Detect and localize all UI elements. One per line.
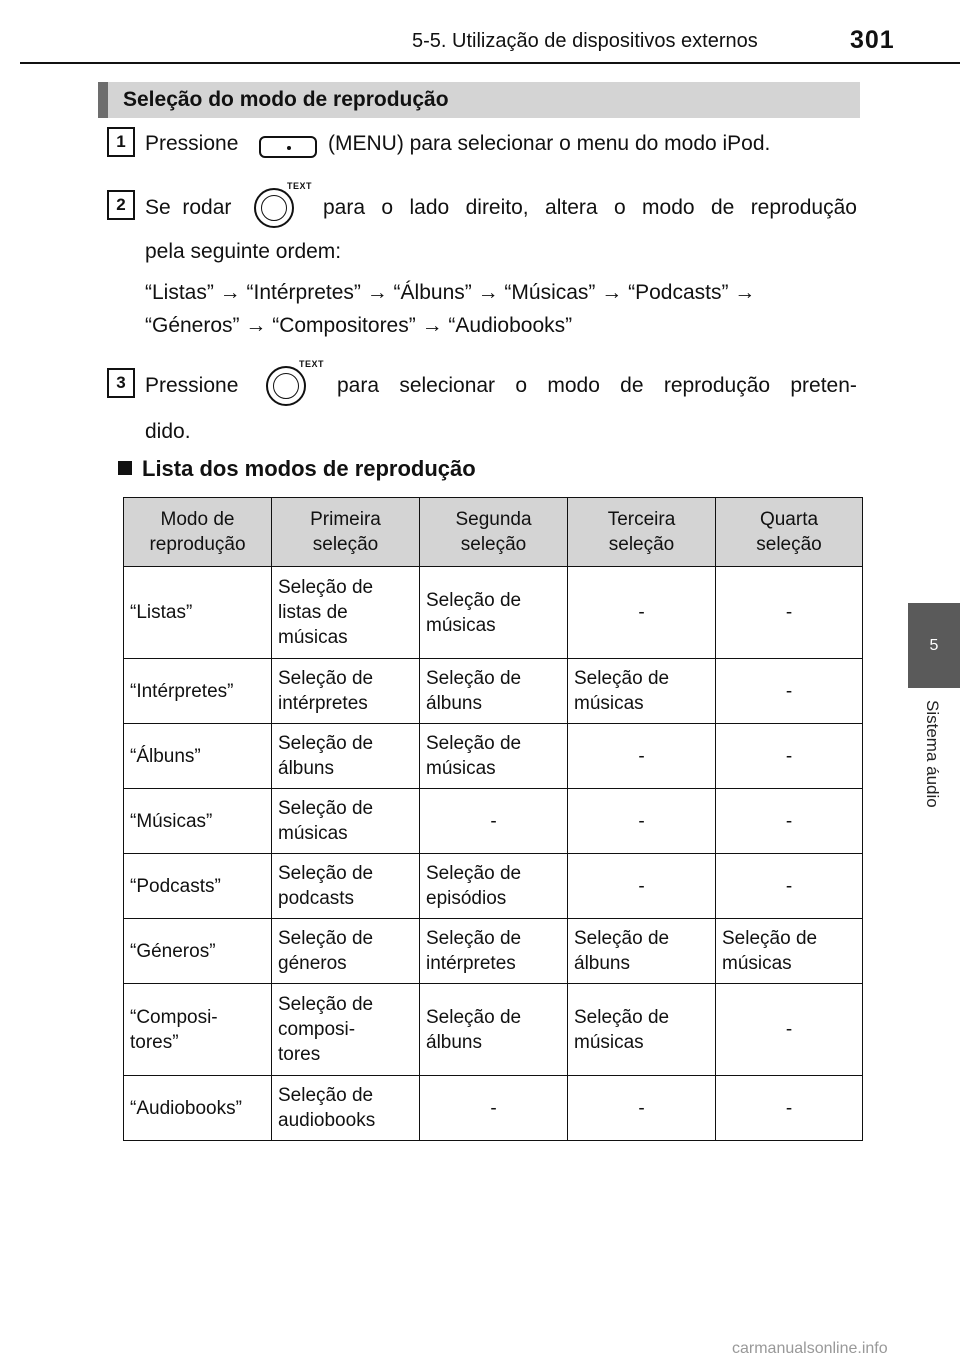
column-header: [716, 498, 863, 567]
table-row: [124, 567, 863, 659]
playback-modes-table: [123, 497, 863, 1141]
table-row: [124, 1076, 863, 1141]
cell-text: tores: [278, 1044, 321, 1065]
cell-text: -: [785, 602, 793, 623]
watermark: carmanualsonline.info: [732, 1340, 888, 1357]
word: preten-: [790, 374, 857, 397]
selection-cell: [568, 854, 716, 919]
cell-text: Seleção de: [574, 668, 670, 689]
column-header: [420, 498, 568, 567]
column-header-text: seleção: [312, 534, 379, 555]
column-header-text: Modo de: [160, 509, 235, 530]
word: lado: [409, 196, 450, 219]
table-row: [124, 724, 863, 789]
selection-cell: [272, 919, 420, 984]
table-row: [124, 854, 863, 919]
selection-cell: [272, 659, 420, 724]
word: selecionar: [399, 374, 496, 397]
mode-cell: [124, 567, 272, 659]
step2-line2: pela seguinte ordem:: [145, 240, 342, 263]
selection-cell: [420, 984, 568, 1076]
selection-cell: [420, 1076, 568, 1141]
cell-text: álbuns: [278, 758, 334, 779]
cell-text: “Podcasts”: [130, 875, 221, 897]
cell-text: -: [490, 810, 497, 832]
cell-text: músicas: [278, 823, 348, 844]
cell-text: Seleção de: [574, 1006, 670, 1028]
cell-text: Seleção de: [426, 668, 522, 689]
cell-text: músicas: [278, 627, 348, 648]
word: rodar: [182, 196, 232, 219]
cell-text: “Álbuns”: [130, 745, 201, 767]
chapter-label: Sistema áudio: [923, 700, 942, 808]
running-header: 5-5. Utilização de dispositivos externos: [412, 30, 758, 52]
selection-cell: [716, 1076, 863, 1141]
selection-cell: [716, 789, 863, 854]
cell-text: -: [638, 745, 645, 767]
word: o: [381, 196, 394, 219]
mode-cell: [124, 659, 272, 724]
cell-text: álbuns: [426, 1031, 482, 1053]
selection-cell: [420, 659, 568, 724]
selection-cell: [716, 567, 863, 659]
cell-text: episódios: [426, 888, 507, 909]
selection-cell: [716, 724, 863, 789]
column-header-text: reprodução: [149, 534, 246, 555]
word: reprodução: [663, 374, 771, 397]
column-header-text: seleção: [608, 534, 675, 555]
cell-text: Seleção de: [278, 577, 374, 598]
cell-text: -: [785, 745, 793, 767]
table-row: [124, 789, 863, 854]
header-rule: [20, 62, 960, 64]
selection-cell: [420, 919, 568, 984]
selection-cell: [420, 567, 568, 659]
square-bullet-icon: [118, 461, 132, 475]
word: para: [323, 196, 366, 219]
mode-cell: [124, 1076, 272, 1141]
tune-knob-icon: [254, 188, 294, 228]
column-header: [272, 498, 420, 567]
selection-cell: [568, 789, 716, 854]
cell-text: tores”: [130, 1031, 179, 1053]
selection-cell: [272, 984, 420, 1076]
cell-text: Seleção de: [426, 1006, 522, 1028]
column-header-text: seleção: [756, 534, 822, 555]
mode-cell: [124, 919, 272, 984]
word: de: [710, 196, 735, 219]
step3-line1-start: Pressione: [145, 374, 239, 397]
cell-text: Seleção de: [278, 733, 374, 754]
cell-text: “Listas”: [130, 602, 193, 623]
selection-cell: [272, 724, 420, 789]
cell-text: Seleção de: [426, 863, 522, 884]
cell-text: “Músicas”: [130, 810, 213, 832]
cell-text: -: [638, 875, 645, 897]
step2-order-line2: “Géneros” → “Compositores” → “Audiobooks”: [145, 314, 573, 337]
cell-text: géneros: [278, 953, 347, 974]
cell-text: Seleção de: [426, 589, 522, 611]
cell-text: Seleção de: [278, 668, 374, 689]
table-header-row: [124, 498, 863, 567]
cell-text: Seleção de: [426, 733, 522, 754]
table-row: [124, 659, 863, 724]
page-number: 301: [850, 26, 895, 54]
knob-text-label: TEXT: [287, 181, 313, 191]
step2-line1-rest: [323, 196, 857, 220]
cell-text: músicas: [574, 1031, 644, 1053]
word: o: [515, 374, 528, 397]
cell-text: -: [785, 1097, 793, 1119]
mode-cell: [124, 724, 272, 789]
word: modo: [642, 196, 695, 219]
cell-text: composi-: [278, 1019, 356, 1040]
word: Se: [145, 196, 171, 219]
selection-cell: [716, 919, 863, 984]
word: de: [620, 374, 644, 397]
cell-text: intérpretes: [426, 953, 516, 974]
word: direito,: [465, 196, 529, 219]
cell-text: podcasts: [278, 888, 355, 909]
step-number-3: 3: [107, 368, 135, 398]
word: para: [337, 374, 380, 397]
cell-text: -: [638, 602, 645, 623]
word: reprodução: [750, 196, 857, 219]
selection-cell: [716, 984, 863, 1076]
cell-text: “Audiobooks”: [130, 1097, 242, 1119]
column-header-text: Terceira: [607, 509, 676, 530]
cell-text: -: [785, 680, 793, 702]
word: altera: [545, 196, 598, 219]
cell-text: Seleção de: [722, 928, 818, 949]
cell-text: -: [785, 810, 793, 832]
cell-text: Seleção de: [278, 994, 374, 1015]
cell-text: “Intérpretes”: [130, 680, 234, 702]
cell-text: -: [785, 1019, 793, 1040]
word: modo: [547, 374, 600, 397]
cell-text: listas de: [278, 602, 348, 623]
tune-knob-icon: [266, 366, 306, 406]
cell-text: músicas: [426, 614, 496, 636]
column-header-text: Segunda: [455, 509, 532, 530]
column-header-text: Quarta: [759, 509, 819, 530]
cell-text: álbuns: [574, 953, 630, 974]
selection-cell: [420, 724, 568, 789]
list-heading: [118, 456, 476, 482]
selection-cell: [568, 724, 716, 789]
selection-cell: [420, 854, 568, 919]
chapter-tab: 5: [908, 603, 960, 688]
cell-text: músicas: [426, 758, 496, 779]
step3-line2: dido.: [145, 420, 191, 443]
step1-text-after: (MENU) para selecionar o menu do modo iPod.: [328, 132, 771, 155]
cell-text: “Composi-: [130, 1006, 218, 1028]
mode-cell: [124, 789, 272, 854]
selection-cell: [272, 854, 420, 919]
selection-cell: [272, 1076, 420, 1141]
column-header: [568, 498, 716, 567]
cell-text: “Géneros”: [130, 940, 216, 962]
table-row: [124, 984, 863, 1076]
step2-order-line1: “Listas” → “Intérpretes” → “Álbuns” → “Músicas” → “Podcasts” →: [145, 281, 756, 304]
cell-text: músicas: [574, 693, 644, 714]
list-heading-text: Lista dos modos de reprodução: [142, 456, 476, 481]
cell-text: Seleção de: [278, 863, 374, 884]
selection-cell: [568, 984, 716, 1076]
cell-text: álbuns: [426, 693, 482, 714]
selection-cell: [420, 789, 568, 854]
cell-text: -: [638, 1097, 645, 1119]
mode-cell: [124, 854, 272, 919]
selection-cell: [568, 1076, 716, 1141]
selection-cell: [568, 659, 716, 724]
table-row: [124, 919, 863, 984]
cell-text: -: [638, 810, 645, 832]
cell-text: Seleção de: [574, 928, 670, 949]
cell-text: Seleção de: [278, 1085, 374, 1106]
section-heading: [98, 82, 860, 118]
word: o: [613, 196, 626, 219]
column-header-text: Primeira: [310, 509, 381, 530]
cell-text: músicas: [722, 953, 792, 974]
step1-text-before: Pressione: [145, 132, 239, 155]
selection-cell: [272, 567, 420, 659]
cell-text: intérpretes: [278, 693, 368, 714]
cell-text: Seleção de: [426, 928, 522, 949]
selection-cell: [716, 659, 863, 724]
column-header-text: seleção: [460, 534, 527, 555]
section-title: Seleção do modo de reprodução: [123, 88, 449, 111]
selection-cell: [716, 854, 863, 919]
cell-text: Seleção de: [278, 798, 374, 819]
mode-cell: [124, 984, 272, 1076]
knob-text-label: TEXT: [299, 359, 325, 369]
selection-cell: [568, 919, 716, 984]
step-number-1: 1: [107, 127, 135, 157]
selection-cell: [568, 567, 716, 659]
step3-line1-rest: [337, 374, 857, 398]
menu-button-icon: [259, 136, 317, 158]
cell-text: -: [490, 1097, 497, 1119]
step2-line1-start: [145, 196, 231, 220]
cell-text: audiobooks: [278, 1110, 376, 1131]
cell-text: Seleção de: [278, 928, 374, 949]
cell-text: -: [785, 875, 793, 897]
step-number-2: 2: [107, 190, 135, 220]
column-header: [124, 498, 272, 567]
selection-cell: [272, 789, 420, 854]
